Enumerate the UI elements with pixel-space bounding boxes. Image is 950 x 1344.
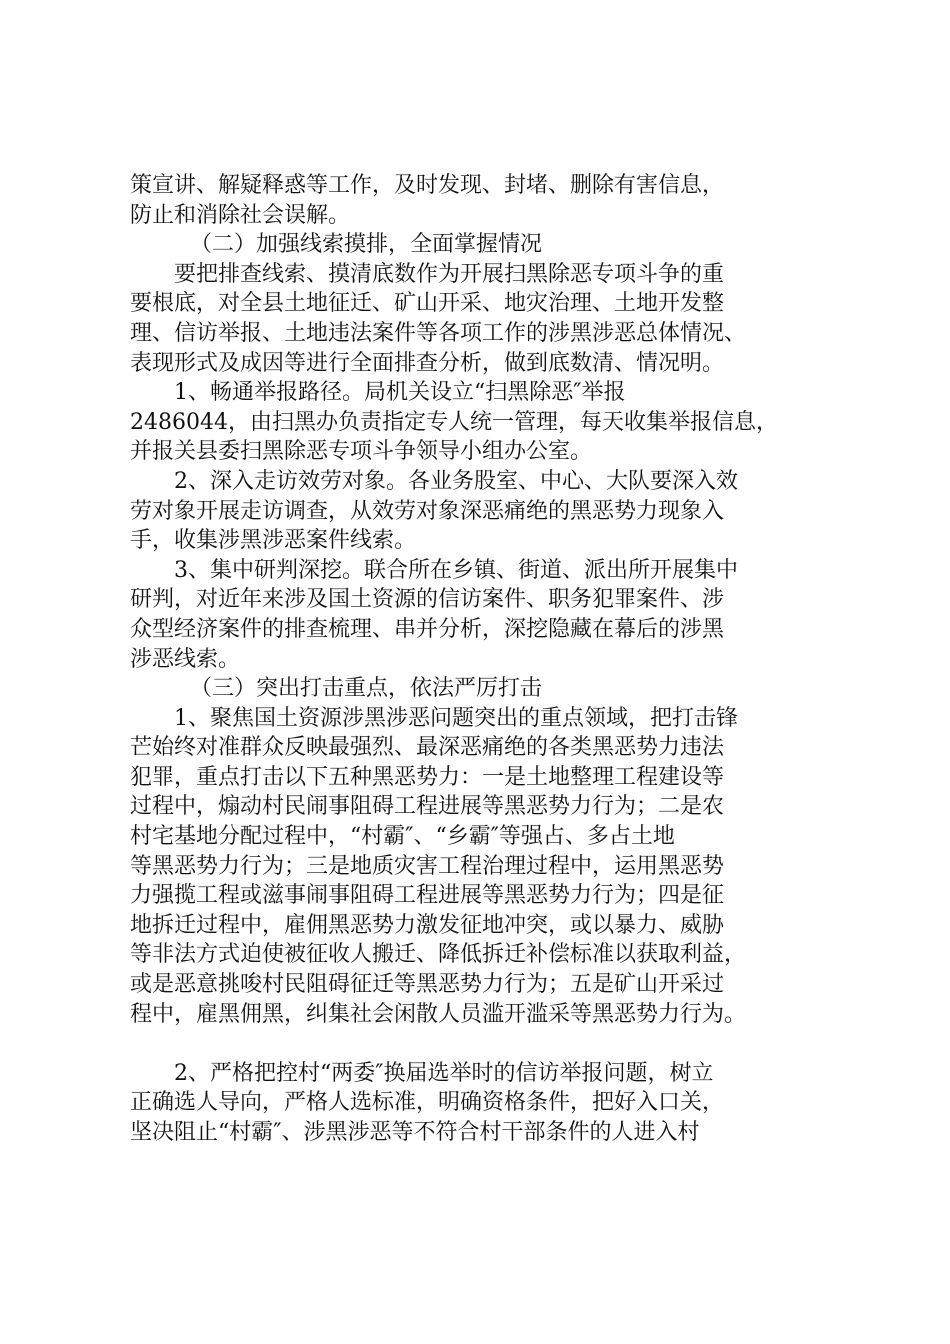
text-line: 研判，对近年来涉及国土资源的信访案件、职务犯罪案件、涉 xyxy=(130,587,725,613)
document-body xyxy=(130,171,830,1148)
text-line: 等非法方式迫使被征收人搬迁、降低拆迁补偿标准以获取利益， xyxy=(130,942,747,968)
text-line: 3、集中研判深挖。联合所在乡镇、街道、派出所开展集中 xyxy=(174,557,738,583)
text-line: 芒始终对准群众反映最强烈、最深恶痛绝的各类黑恶势力违法 xyxy=(130,735,725,761)
text-line: 要把排查线索、摸清底数作为开展扫黑除恶专项斗争的重 xyxy=(174,261,725,287)
text-line: 坚决阻止“村霸″、涉黑涉恶等不符合村干部条件的人进入村 xyxy=(130,1120,700,1145)
text-line: 或是恶意挑唆村民阻碍征迁等黑恶势力行为；五是矿山开采过 xyxy=(130,972,725,998)
text-line: 2486044，由扫黑办负责指定专人统一管理，每天收集举报信息， xyxy=(130,409,778,435)
text-line: 并报关县委扫黑除恶专项斗争领导小组办公室。 xyxy=(130,439,593,465)
text-line: 手，收集涉黑涉恶案件线索。 xyxy=(130,528,417,554)
text-line: 涉恶线索。 xyxy=(130,646,241,672)
text-line: 过程中，煽动村民闹事阻碍工程进展等黑恶势力行为；二是农 xyxy=(130,794,725,820)
section-heading: （二）加强线索摸排，全面掌握情况 xyxy=(190,232,543,258)
text-line: 2、深入走访效劳对象。各业务股室、中心、大队要深入效 xyxy=(174,468,738,494)
text-line: 理、信访举报、土地违法案件等各项工作的涉黑涉恶总体情况、 xyxy=(130,320,747,346)
text-line: 正确选人导向，严格人选标准，明确资格条件，把好入口关， xyxy=(130,1090,725,1116)
text-line: 等黑恶势力行为；三是地质灾害工程治理过程中，运用黑恶势 xyxy=(130,853,725,879)
text-line: 众型经济案件的排查梳理、串并分析，深挖隐藏在幕后的涉黑 xyxy=(130,616,725,642)
text-line: 防止和消除社会误解。 xyxy=(130,202,351,228)
text-line: 策宣讲、解疑释惑等工作，及时发现、封堵、删除有害信息， xyxy=(130,173,725,198)
text-line: 劳对象开展走访调查，从效劳对象深恶痛绝的黑恶势力现象入 xyxy=(130,498,725,524)
text-line: 程中，雇黑佣黑，纠集社会闲散人员滥开滥采等黑恶势力行为。 xyxy=(130,1001,747,1027)
section-heading: （三）突出打击重点，依法严厉打击 xyxy=(190,676,543,702)
text-line: 犯罪，重点打击以下五种黑恶势力：一是土地整理工程建设等 xyxy=(130,764,725,790)
text-line: 2、严格把控村“两委″换届选举时的信访举报问题，树立 xyxy=(174,1060,714,1086)
text-line: 力强揽工程或滋事闹事阻碍工程进展等黑恶势力行为；四是征 xyxy=(130,883,725,909)
text-line: 1、畅通举报路径。局机关设立“扫黑除恶″举报 xyxy=(174,380,626,406)
paragraph-gap xyxy=(130,1029,830,1059)
text-line: 要根底，对全县土地征迁、矿山开采、地灾治理、土地开发整 xyxy=(130,291,725,317)
text-line: 地拆迁过程中，雇佣黑恶势力激发征地冲突，或以暴力、威胁 xyxy=(130,912,725,938)
text-line: 1、聚焦国土资源涉黑涉恶问题突出的重点领域，把打击锋 xyxy=(174,705,738,731)
text-line: 村宅基地分配过程中，“村霸″、“乡霸″等强占、多占土地 xyxy=(130,824,675,850)
text-line: 表现形式及成因等进行全面排查分析，做到底数清、情况明。 xyxy=(130,350,725,376)
